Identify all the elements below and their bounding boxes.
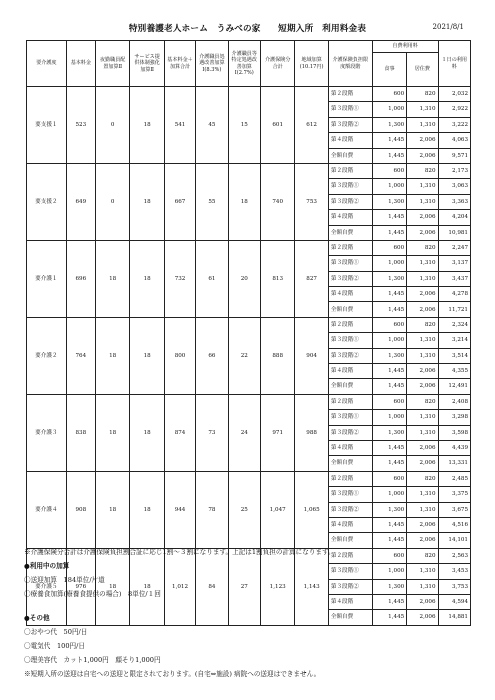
meal-cell: 1,300 bbox=[372, 348, 406, 363]
residence-cell: 1,310 bbox=[407, 256, 438, 271]
daily-fee-cell: 4,063 bbox=[438, 133, 470, 148]
residence-cell: 1,310 bbox=[407, 564, 438, 579]
care-staff-improve-cell: 61 bbox=[196, 240, 228, 317]
residence-cell: 1,310 bbox=[407, 117, 438, 132]
burden-stage-cell: 第３段階② bbox=[328, 194, 372, 209]
insurance-total-cell: 888 bbox=[260, 317, 294, 394]
meal-cell: 1,445 bbox=[372, 287, 406, 302]
burden-stage-cell: 全額自費 bbox=[328, 225, 372, 240]
service-system-cell: 18 bbox=[130, 548, 164, 625]
table-row bbox=[27, 163, 471, 178]
meal-cell: 600 bbox=[372, 548, 406, 563]
residence-cell: 2,006 bbox=[407, 594, 438, 609]
residence-cell: 2,006 bbox=[407, 517, 438, 532]
residence-cell: 1,310 bbox=[407, 179, 438, 194]
meal-cell: 1,445 bbox=[372, 517, 406, 532]
burden-stage-cell: 第３段階① bbox=[328, 102, 372, 117]
daily-fee-cell: 9,571 bbox=[438, 148, 470, 163]
residence-cell: 2,006 bbox=[407, 610, 438, 625]
burden-stage-cell: 第３段階① bbox=[328, 410, 372, 425]
care-staff-specific-cell: 27 bbox=[228, 548, 260, 625]
care-staff-specific-cell: 25 bbox=[228, 471, 260, 548]
burden-stage-cell: 第４段階 bbox=[328, 210, 372, 225]
residence-cell: 1,310 bbox=[407, 348, 438, 363]
issue-date: 2021/8/1 bbox=[432, 23, 464, 31]
daily-fee-cell: 4,355 bbox=[438, 364, 470, 379]
burden-stage-cell: 全額自費 bbox=[328, 148, 372, 163]
residence-cell: 1,310 bbox=[407, 425, 438, 440]
meal-cell: 1,000 bbox=[372, 410, 406, 425]
subtotal-cell: 800 bbox=[164, 317, 195, 394]
care-level-cell: 要支援１ bbox=[27, 87, 67, 164]
subtotal-cell: 667 bbox=[164, 163, 195, 240]
residence-cell: 2,006 bbox=[407, 379, 438, 394]
meal-cell: 1,445 bbox=[372, 440, 406, 455]
basic-fee-cell: 523 bbox=[66, 87, 95, 164]
meal-cell: 600 bbox=[372, 87, 406, 102]
burden-stage-cell: 第２段階 bbox=[328, 317, 372, 332]
residence-cell: 1,310 bbox=[407, 271, 438, 286]
residence-cell: 2,006 bbox=[407, 287, 438, 302]
subtotal-cell: 944 bbox=[164, 471, 195, 548]
residence-cell: 820 bbox=[407, 471, 438, 486]
header-care-staff-improve: 介護職員処遇改善加算Ⅰ(8.3%) bbox=[196, 41, 228, 87]
meal-cell: 1,445 bbox=[372, 379, 406, 394]
residence-cell: 820 bbox=[407, 548, 438, 563]
barber-fee: 〇理美容代 カット1,000円 顔そり1,000円 bbox=[24, 656, 161, 664]
residence-cell: 1,310 bbox=[407, 102, 438, 117]
meal-cell: 600 bbox=[372, 471, 406, 486]
daily-fee-cell: 4,439 bbox=[438, 440, 470, 455]
care-staff-improve-cell: 66 bbox=[196, 317, 228, 394]
header-basic-plus-subtotal: 基本料金＋加算合計 bbox=[164, 41, 195, 87]
meal-cell: 1,445 bbox=[372, 133, 406, 148]
page-title: 特別養護老人ホーム うみべの家 短期入所 利用料金表 bbox=[128, 24, 367, 34]
daily-fee-cell: 3,437 bbox=[438, 271, 470, 286]
meal-cell: 1,300 bbox=[372, 117, 406, 132]
meal-cell: 600 bbox=[372, 317, 406, 332]
night-staff-cell: 18 bbox=[95, 548, 129, 625]
care-staff-improve-cell: 84 bbox=[196, 548, 228, 625]
daily-fee-cell: 3,222 bbox=[438, 117, 470, 132]
header-night-staff: 夜勤職員配置加算Ⅱ bbox=[95, 41, 129, 87]
burden-stage-cell: 第３段階② bbox=[328, 502, 372, 517]
daily-fee-cell: 10,981 bbox=[438, 225, 470, 240]
header-burden-stage: 介護保険負担限度額段階 bbox=[328, 41, 372, 87]
burden-stage-cell: 第３段階② bbox=[328, 348, 372, 363]
meal-cell: 1,000 bbox=[372, 487, 406, 502]
daily-fee-cell: 4,204 bbox=[438, 210, 470, 225]
residence-cell: 1,310 bbox=[407, 194, 438, 209]
meal-cell: 1,445 bbox=[372, 533, 406, 548]
meal-cell: 1,000 bbox=[372, 102, 406, 117]
residence-cell: 2,006 bbox=[407, 210, 438, 225]
insurance-total-cell: 1,123 bbox=[260, 548, 294, 625]
meal-cell: 1,445 bbox=[372, 456, 406, 471]
insurance-total-cell: 601 bbox=[260, 87, 294, 164]
meal-cell: 1,445 bbox=[372, 594, 406, 609]
service-system-cell: 18 bbox=[130, 471, 164, 548]
regional-addition-cell: 1,065 bbox=[295, 471, 328, 548]
burden-stage-cell: 第３段階① bbox=[328, 256, 372, 271]
burden-stage-cell: 第２段階 bbox=[328, 163, 372, 178]
residence-cell: 2,006 bbox=[407, 533, 438, 548]
daily-fee-cell: 2,408 bbox=[438, 394, 470, 409]
burden-stage-cell: 第２段階 bbox=[328, 87, 372, 102]
care-level-cell: 要介護２ bbox=[27, 317, 67, 394]
header-regional-addition: 地域加算(10.17円) bbox=[295, 41, 328, 87]
subtotal-cell: 541 bbox=[164, 87, 195, 164]
table-row bbox=[27, 317, 471, 332]
regional-addition-cell: 904 bbox=[295, 317, 328, 394]
meal-cell: 1,300 bbox=[372, 194, 406, 209]
meal-cell: 1,000 bbox=[372, 333, 406, 348]
meal-cell: 1,445 bbox=[372, 610, 406, 625]
daily-fee-cell: 2,563 bbox=[438, 548, 470, 563]
basic-fee-cell: 838 bbox=[66, 394, 95, 471]
daily-fee-cell: 14,101 bbox=[438, 533, 470, 548]
food-therapy-addition: 〇療養食加算(療養食提供の場合) 8単位/１回 bbox=[24, 590, 161, 598]
transport-addition: 〇送迎加算 184単位/片道 bbox=[24, 576, 105, 584]
burden-stage-cell: 第４段階 bbox=[328, 364, 372, 379]
daily-fee-cell: 2,173 bbox=[438, 163, 470, 178]
night-staff-cell: 0 bbox=[95, 163, 129, 240]
table-row bbox=[27, 87, 471, 102]
residence-cell: 2,006 bbox=[407, 440, 438, 455]
daily-fee-cell: 3,514 bbox=[438, 348, 470, 363]
header-insurance-total: 介護保険分合計 bbox=[260, 41, 294, 87]
burden-stage-cell: 第３段階① bbox=[328, 564, 372, 579]
residence-cell: 820 bbox=[407, 163, 438, 178]
residence-cell: 820 bbox=[407, 87, 438, 102]
burden-stage-cell: 第３段階② bbox=[328, 425, 372, 440]
meal-cell: 1,000 bbox=[372, 256, 406, 271]
residence-cell: 2,006 bbox=[407, 225, 438, 240]
care-level-cell: 要介護３ bbox=[27, 394, 67, 471]
meal-cell: 1,445 bbox=[372, 302, 406, 317]
meal-cell: 600 bbox=[372, 240, 406, 255]
meal-cell: 1,445 bbox=[372, 225, 406, 240]
burden-stage-cell: 第４段階 bbox=[328, 517, 372, 532]
residence-cell: 2,006 bbox=[407, 456, 438, 471]
daily-fee-cell: 14,881 bbox=[438, 610, 470, 625]
meal-cell: 1,000 bbox=[372, 564, 406, 579]
meal-cell: 1,445 bbox=[372, 148, 406, 163]
meal-cell: 600 bbox=[372, 163, 406, 178]
burden-stage-cell: 第４段階 bbox=[328, 440, 372, 455]
subtotal-cell: 732 bbox=[164, 240, 195, 317]
care-staff-specific-cell: 15 bbox=[228, 87, 260, 164]
basic-fee-cell: 976 bbox=[66, 548, 95, 625]
care-level-cell: 要介護４ bbox=[27, 471, 67, 548]
residence-cell: 820 bbox=[407, 394, 438, 409]
basic-fee-cell: 908 bbox=[66, 471, 95, 548]
burden-stage-cell: 全額自費 bbox=[328, 533, 372, 548]
burden-stage-cell: 第３段階② bbox=[328, 579, 372, 594]
meal-cell: 600 bbox=[372, 394, 406, 409]
daily-fee-cell: 3,453 bbox=[438, 564, 470, 579]
night-staff-cell: 18 bbox=[95, 240, 129, 317]
night-staff-cell: 0 bbox=[95, 87, 129, 164]
night-staff-cell: 18 bbox=[95, 317, 129, 394]
burden-stage-cell: 全額自費 bbox=[328, 302, 372, 317]
care-level-cell: 要介護１ bbox=[27, 240, 67, 317]
burden-stage-cell: 第３段階① bbox=[328, 487, 372, 502]
electric-fee: 〇電気代 100円/日 bbox=[24, 642, 85, 650]
burden-stage-cell: 第４段階 bbox=[328, 287, 372, 302]
night-staff-cell: 18 bbox=[95, 471, 129, 548]
service-system-cell: 18 bbox=[130, 317, 164, 394]
fee-table bbox=[26, 40, 471, 626]
basic-fee-cell: 696 bbox=[66, 240, 95, 317]
basic-fee-cell: 764 bbox=[66, 317, 95, 394]
service-system-cell: 18 bbox=[130, 394, 164, 471]
pickup-note: ※短期入所の送迎は自宅への送迎と限定されております。(自宅⇔施設) 病院への送迎はできません。 bbox=[24, 670, 321, 678]
daily-fee-cell: 2,485 bbox=[438, 471, 470, 486]
subtotal-cell: 874 bbox=[164, 394, 195, 471]
care-staff-improve-cell: 73 bbox=[196, 394, 228, 471]
burden-stage-cell: 第３段階② bbox=[328, 271, 372, 286]
meal-cell: 1,300 bbox=[372, 271, 406, 286]
care-staff-improve-cell: 55 bbox=[196, 163, 228, 240]
burden-stage-cell: 第３段階② bbox=[328, 117, 372, 132]
header-service-system: サービス提供体制強化加算Ⅱ bbox=[130, 41, 164, 87]
insurance-total-cell: 971 bbox=[260, 394, 294, 471]
snack-fee: 〇おやつ代 50円/日 bbox=[24, 628, 88, 636]
meal-cell: 1,300 bbox=[372, 425, 406, 440]
residence-cell: 1,310 bbox=[407, 502, 438, 517]
burden-stage-cell: 第３段階① bbox=[328, 333, 372, 348]
burden-stage-cell: 全額自費 bbox=[328, 610, 372, 625]
meal-cell: 1,445 bbox=[372, 210, 406, 225]
night-staff-cell: 18 bbox=[95, 394, 129, 471]
insurance-note: ※介護保険分合計は介護保険負担割合証に応じ1割～３割になります。上記は1割負担の計算になります。 bbox=[24, 548, 335, 556]
other-heading: ●その他 bbox=[24, 614, 50, 622]
service-system-cell: 18 bbox=[130, 163, 164, 240]
meal-cell: 1,300 bbox=[372, 579, 406, 594]
care-staff-specific-cell: 18 bbox=[228, 163, 260, 240]
header-meal: 食事 bbox=[372, 53, 406, 87]
care-staff-specific-cell: 24 bbox=[228, 394, 260, 471]
daily-fee-cell: 3,063 bbox=[438, 179, 470, 194]
header-care-level: 要介護度 bbox=[27, 41, 67, 87]
residence-cell: 820 bbox=[407, 317, 438, 332]
burden-stage-cell: 第２段階 bbox=[328, 548, 372, 563]
table-row bbox=[27, 394, 471, 409]
basic-fee-cell: 649 bbox=[66, 163, 95, 240]
residence-cell: 1,310 bbox=[407, 487, 438, 502]
residence-cell: 820 bbox=[407, 240, 438, 255]
residence-cell: 1,310 bbox=[407, 579, 438, 594]
header-daily-fee: １日の利用料 bbox=[438, 41, 470, 87]
residence-cell: 2,006 bbox=[407, 364, 438, 379]
table-row bbox=[27, 240, 471, 255]
burden-stage-cell: 第２段階 bbox=[328, 240, 372, 255]
daily-fee-cell: 3,598 bbox=[438, 425, 470, 440]
header-basic-fee: 基本料金 bbox=[66, 41, 95, 87]
residence-cell: 2,006 bbox=[407, 302, 438, 317]
daily-fee-cell: 12,491 bbox=[438, 379, 470, 394]
daily-fee-cell: 3,214 bbox=[438, 333, 470, 348]
regional-addition-cell: 1,143 bbox=[295, 548, 328, 625]
fee-table-body bbox=[27, 87, 471, 626]
care-level-cell: 要支援２ bbox=[27, 163, 67, 240]
residence-cell: 2,006 bbox=[407, 148, 438, 163]
insurance-total-cell: 1,047 bbox=[260, 471, 294, 548]
care-staff-improve-cell: 45 bbox=[196, 87, 228, 164]
meal-cell: 1,445 bbox=[372, 364, 406, 379]
meal-cell: 1,000 bbox=[372, 179, 406, 194]
regional-addition-cell: 612 bbox=[295, 87, 328, 164]
daily-fee-cell: 3,375 bbox=[438, 487, 470, 502]
daily-fee-cell: 3,675 bbox=[438, 502, 470, 517]
daily-fee-cell: 13,331 bbox=[438, 456, 470, 471]
daily-fee-cell: 11,721 bbox=[438, 302, 470, 317]
burden-stage-cell: 第２段階 bbox=[328, 471, 372, 486]
care-staff-improve-cell: 78 bbox=[196, 471, 228, 548]
subtotal-cell: 1,012 bbox=[164, 548, 195, 625]
residence-cell: 1,310 bbox=[407, 333, 438, 348]
header-care-staff-specific: 介護職員等特定処遇改善加算Ⅰ(2.7%) bbox=[228, 41, 260, 87]
residence-cell: 1,310 bbox=[407, 410, 438, 425]
additions-heading: ●利用中の加算 bbox=[24, 562, 70, 570]
service-system-cell: 18 bbox=[130, 87, 164, 164]
regional-addition-cell: 988 bbox=[295, 394, 328, 471]
care-level-cell: 要介護５ bbox=[27, 548, 67, 625]
service-system-cell: 18 bbox=[130, 240, 164, 317]
daily-fee-cell: 2,324 bbox=[438, 317, 470, 332]
burden-stage-cell: 第４段階 bbox=[328, 133, 372, 148]
daily-fee-cell: 2,922 bbox=[438, 102, 470, 117]
daily-fee-cell: 3,753 bbox=[438, 579, 470, 594]
insurance-total-cell: 813 bbox=[260, 240, 294, 317]
regional-addition-cell: 753 bbox=[295, 163, 328, 240]
header-residence: 居住費 bbox=[407, 53, 438, 87]
residence-cell: 2,006 bbox=[407, 133, 438, 148]
regional-addition-cell: 827 bbox=[295, 240, 328, 317]
care-staff-specific-cell: 20 bbox=[228, 240, 260, 317]
burden-stage-cell: 第４段階 bbox=[328, 594, 372, 609]
daily-fee-cell: 3,363 bbox=[438, 194, 470, 209]
table-row bbox=[27, 471, 471, 486]
daily-fee-cell: 3,137 bbox=[438, 256, 470, 271]
daily-fee-cell: 2,247 bbox=[438, 240, 470, 255]
daily-fee-cell: 4,278 bbox=[438, 287, 470, 302]
burden-stage-cell: 全額自費 bbox=[328, 456, 372, 471]
daily-fee-cell: 3,298 bbox=[438, 410, 470, 425]
meal-cell: 1,300 bbox=[372, 502, 406, 517]
header-self-pay: 自費利用料 bbox=[372, 41, 438, 53]
daily-fee-cell: 2,032 bbox=[438, 87, 470, 102]
insurance-total-cell: 740 bbox=[260, 163, 294, 240]
burden-stage-cell: 全額自費 bbox=[328, 379, 372, 394]
daily-fee-cell: 4,594 bbox=[438, 594, 470, 609]
care-staff-specific-cell: 22 bbox=[228, 317, 260, 394]
burden-stage-cell: 第３段階① bbox=[328, 179, 372, 194]
burden-stage-cell: 第２段階 bbox=[328, 394, 372, 409]
daily-fee-cell: 4,516 bbox=[438, 517, 470, 532]
